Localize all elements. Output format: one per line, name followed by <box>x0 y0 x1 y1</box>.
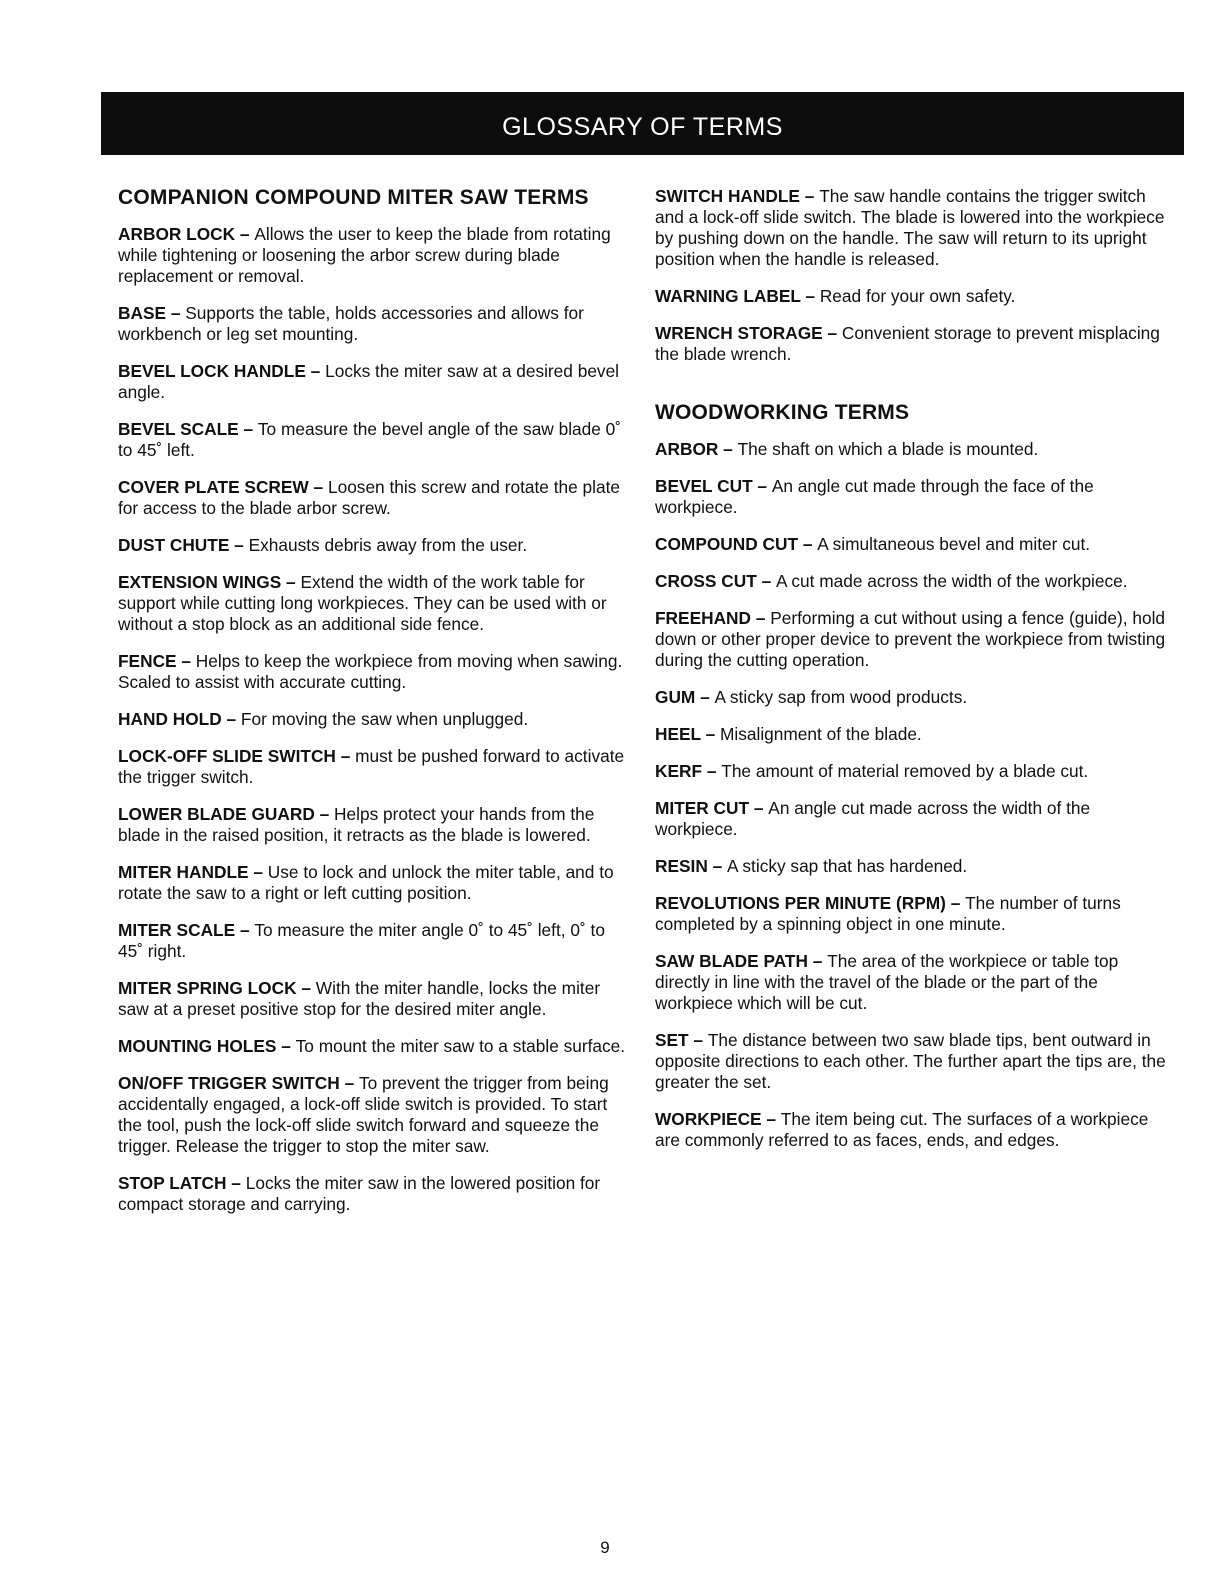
term-separator: – <box>235 920 255 940</box>
glossary-term: WARNING LABEL <box>655 286 801 306</box>
glossary-definition: Supports the table, holds accessories and allows for workbench or leg set mounting. <box>118 303 584 344</box>
glossary-definition: must be pushed forward to activate the trigger switch. <box>118 746 625 787</box>
glossary-entry <box>655 761 1167 782</box>
glossary-term: GUM <box>655 687 696 707</box>
term-separator: – <box>700 724 720 744</box>
glossary-definition: An angle cut made through the face of the workpiece. <box>655 476 1094 517</box>
glossary-term: REVOLUTIONS PER MINUTE (RPM) <box>655 893 946 913</box>
glossary-entry <box>118 804 630 846</box>
glossary-entry <box>118 862 630 904</box>
glossary-definition: To mount the miter saw to a stable surface. <box>295 1036 626 1056</box>
glossary-term: SET <box>655 1030 689 1050</box>
term-separator: – <box>807 951 828 971</box>
glossary-definition: The area of the workpiece or table top directly in line with the travel of the blade or the part of the workpiece which will be cut. <box>655 951 1119 1013</box>
term-separator: – <box>276 1036 296 1056</box>
glossary-definition: Helps to keep the workpiece from moving when sawing. Scaled to assist with accurate cutting. <box>118 651 623 692</box>
right-column <box>655 186 1167 1167</box>
glossary-term: MITER SCALE <box>118 920 236 940</box>
term-separator: – <box>314 804 335 824</box>
glossary-definition: Locks the miter saw at a desired bevel angle. <box>118 361 620 402</box>
glossary-entry <box>118 224 630 287</box>
term-separator: – <box>296 978 316 998</box>
term-separator: – <box>226 1173 246 1193</box>
glossary-definition: Locks the miter saw in the lowered position for compact storage and carrying. <box>118 1173 601 1214</box>
glossary-definition: To prevent the trigger from being accidentally engaged, a lock-off slide switch is provided. To start the tool, push the lock-off slide switch forward and squeeze the trigger. Release the trigger to stop the miter saw. <box>118 1073 609 1156</box>
glossary-entry <box>118 651 630 693</box>
glossary-term: FENCE <box>118 651 177 671</box>
term-separator: – <box>688 1030 708 1050</box>
glossary-entry <box>118 746 630 788</box>
glossary-definition: The shaft on which a blade is mounted. <box>737 439 1039 459</box>
term-separator: – <box>248 862 268 882</box>
term-separator: – <box>751 608 771 628</box>
glossary-definition: Convenient storage to prevent misplacing the blade wrench. <box>655 323 1160 364</box>
term-separator: – <box>238 419 258 439</box>
glossary-definition: Exhausts debris away from the user. <box>248 535 528 555</box>
glossary-entry <box>118 920 630 962</box>
page-title: GLOSSARY OF TERMS <box>502 113 783 141</box>
term-separator: – <box>707 856 728 876</box>
woodworking-terms-list <box>655 439 1167 1151</box>
glossary-entry <box>655 286 1167 307</box>
page-number: 9 <box>600 1538 610 1557</box>
term-separator: – <box>176 651 196 671</box>
term-separator: – <box>822 323 842 343</box>
saw-terms-list <box>118 224 630 1215</box>
glossary-definition: Helps protect your hands from the blade in the raised position, it retracts as the blade is lowered. <box>118 804 595 845</box>
glossary-entry <box>655 571 1167 592</box>
glossary-definition: The number of turns completed by a spinning object in one minute. <box>655 893 1121 934</box>
glossary-definition: Loosen this screw and rotate the plate for access to the blade arbor screw. <box>118 477 621 518</box>
glossary-entry <box>655 798 1167 840</box>
glossary-term: WORKPIECE <box>655 1109 762 1129</box>
term-separator: – <box>235 224 255 244</box>
term-separator: – <box>761 1109 781 1129</box>
glossary-term: HEEL <box>655 724 701 744</box>
glossary-definition: A simultaneous bevel and miter cut. <box>817 534 1091 554</box>
glossary-entry <box>655 1109 1167 1151</box>
term-separator: – <box>308 477 328 497</box>
glossary-definition: Use to lock and unlock the miter table, and to rotate the saw to a right or left cutting position. <box>118 862 614 903</box>
glossary-entry <box>655 724 1167 745</box>
glossary-term: SWITCH HANDLE <box>655 186 800 206</box>
glossary-entry <box>118 419 630 461</box>
glossary-term: DUST CHUTE <box>118 535 230 555</box>
term-separator: – <box>798 534 818 554</box>
glossary-entry <box>118 303 630 345</box>
glossary-entry <box>118 1036 630 1057</box>
glossary-term: BEVEL LOCK HANDLE <box>118 361 306 381</box>
glossary-header-banner <box>101 92 1184 155</box>
glossary-term: COVER PLATE SCREW <box>118 477 309 497</box>
glossary-term: BEVEL SCALE <box>118 419 239 439</box>
glossary-entry <box>118 535 630 556</box>
glossary-term: ON/OFF TRIGGER SWITCH <box>118 1073 340 1093</box>
glossary-term: COMPOUND CUT <box>655 534 799 554</box>
glossary-term: BASE <box>118 303 167 323</box>
glossary-term: KERF <box>655 761 703 781</box>
glossary-term: MITER SPRING LOCK <box>118 978 297 998</box>
term-separator: – <box>702 761 722 781</box>
glossary-entry <box>118 477 630 519</box>
glossary-entry <box>118 572 630 635</box>
glossary-entry <box>655 893 1167 935</box>
glossary-definition: A cut made across the width of the workpiece. <box>776 571 1128 591</box>
term-separator: – <box>800 286 820 306</box>
glossary-definition: To measure the miter angle 0˚ to 45˚ left, 0˚ to 45˚ right. <box>118 920 605 961</box>
term-separator: – <box>718 439 738 459</box>
glossary-definition: The saw handle contains the trigger switch and a lock-off slide switch. The blade is lowered into the workpiece by pushing down on the handle. The saw will return to its upright position when the handle is released. <box>655 186 1165 269</box>
glossary-definition: The item being cut. The surfaces of a workpiece are commonly referred to as faces, ends, and edges. <box>655 1109 1149 1150</box>
glossary-term: STOP LATCH <box>118 1173 227 1193</box>
glossary-definition: A sticky sap that has hardened. <box>727 856 968 876</box>
glossary-term: SAW BLADE PATH <box>655 951 808 971</box>
term-separator: – <box>305 361 326 381</box>
glossary-entry <box>655 951 1167 1014</box>
section-heading-saw-terms: COMPANION COMPOUND MITER SAW TERMS <box>118 186 589 209</box>
glossary-term: RESIN <box>655 856 708 876</box>
glossary-term: MITER HANDLE <box>118 862 249 882</box>
term-separator: – <box>749 798 769 818</box>
term-separator: – <box>945 893 966 913</box>
glossary-entry <box>118 709 630 730</box>
glossary-entry <box>655 687 1167 708</box>
glossary-definition: Read for your own safety. <box>819 286 1016 306</box>
glossary-term: EXTENSION WINGS <box>118 572 282 592</box>
term-separator: – <box>335 746 356 766</box>
glossary-definition: Misalignment of the blade. <box>720 724 922 744</box>
glossary-term: ARBOR <box>655 439 719 459</box>
glossary-definition: An angle cut made across the width of the workpiece. <box>655 798 1091 839</box>
glossary-definition: For moving the saw when unplugged. <box>240 709 529 729</box>
glossary-definition: A sticky sap from wood products. <box>714 687 968 707</box>
glossary-entry <box>655 186 1167 270</box>
glossary-term: FREEHAND <box>655 608 752 628</box>
glossary-definition: With the miter handle, locks the miter saw at a preset positive stop for the desired miter angle. <box>118 978 601 1019</box>
glossary-term: CROSS CUT <box>655 571 757 591</box>
glossary-entry <box>655 534 1167 555</box>
section-heading-woodworking-terms: WOODWORKING TERMS <box>655 401 910 424</box>
glossary-entry <box>655 439 1167 460</box>
term-separator: – <box>339 1073 359 1093</box>
glossary-entry <box>655 1030 1167 1093</box>
term-separator: – <box>166 303 186 323</box>
glossary-term: WRENCH STORAGE <box>655 323 823 343</box>
glossary-entry <box>118 1173 630 1215</box>
glossary-definition: The distance between two saw blade tips, bent outward in opposite directions to each other. The further apart the tips are, the greater the set. <box>655 1030 1166 1092</box>
glossary-term: HAND HOLD <box>118 709 222 729</box>
glossary-entry <box>655 856 1167 877</box>
glossary-entry <box>118 978 630 1020</box>
glossary-definition: Extend the width of the work table for support while cutting long workpieces. They can be used with or without a stop block as an additional side fence. <box>118 572 607 634</box>
glossary-term: BEVEL CUT <box>655 476 753 496</box>
term-separator: – <box>752 476 772 496</box>
term-separator: – <box>281 572 301 592</box>
glossary-definition: The amount of material removed by a blade cut. <box>721 761 1089 781</box>
glossary-entry <box>655 476 1167 518</box>
glossary-entry <box>118 1073 630 1157</box>
term-separator: – <box>695 687 715 707</box>
glossary-definition: To measure the bevel angle of the saw blade 0˚ to 45˚ left. <box>118 419 622 460</box>
glossary-definition: Allows the user to keep the blade from rotating while tightening or loosening the arbor screw during blade replacement or removal. <box>118 224 611 286</box>
glossary-entry <box>118 361 630 403</box>
glossary-term: MOUNTING HOLES <box>118 1036 277 1056</box>
term-separator: – <box>799 186 820 206</box>
glossary-term: LOWER BLADE GUARD <box>118 804 315 824</box>
left-column <box>118 186 630 1231</box>
glossary-definition: Performing a cut without using a fence (guide), hold down or other proper device to prevent the workpiece from twisting during the cutting operation. <box>655 608 1166 670</box>
term-separator: – <box>756 571 776 591</box>
glossary-term: ARBOR LOCK <box>118 224 236 244</box>
term-separator: – <box>229 535 249 555</box>
glossary-term: LOCK-OFF SLIDE SWITCH <box>118 746 336 766</box>
glossary-term: MITER CUT <box>655 798 750 818</box>
saw-terms-continued-list <box>655 186 1167 365</box>
glossary-entry <box>655 323 1167 365</box>
glossary-entry <box>655 608 1167 671</box>
term-separator: – <box>221 709 241 729</box>
